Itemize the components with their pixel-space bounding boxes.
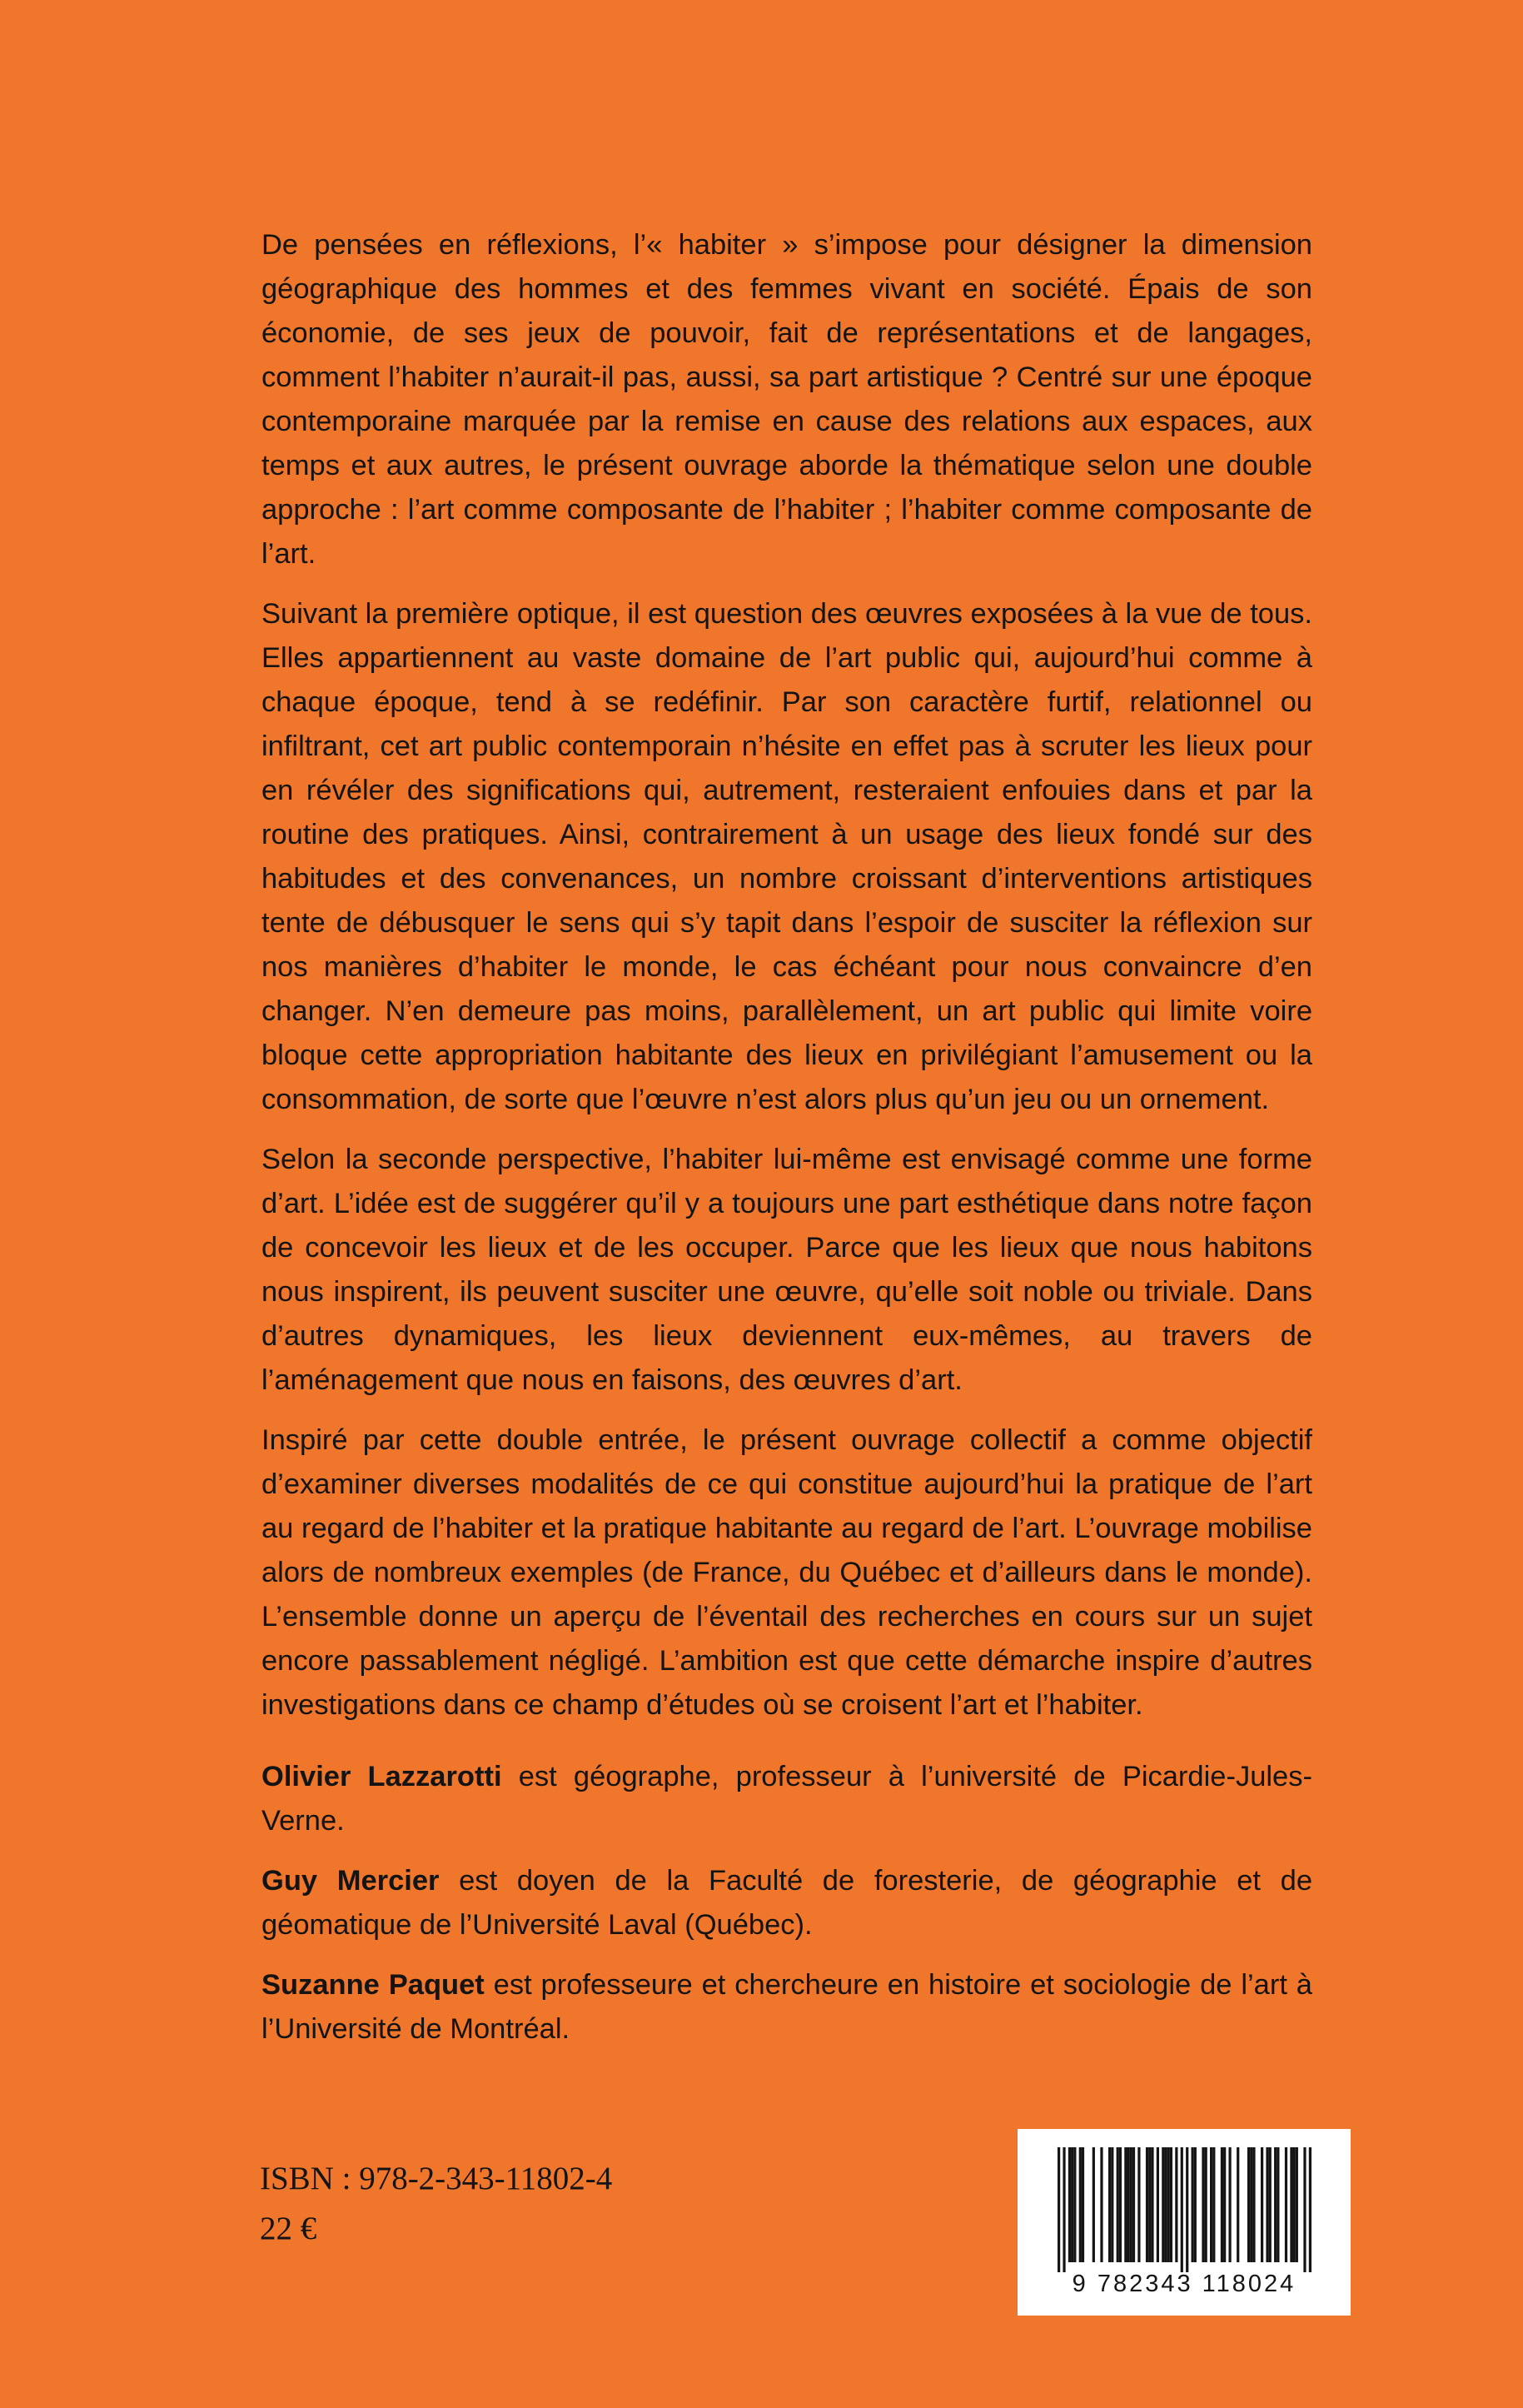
barcode-bar bbox=[1079, 2147, 1082, 2262]
description-paragraph-4: Inspiré par cette double entrée, le présent ouvrage collectif a comme objectif d’examiner diverses modalités de ce qui constitue aujourd’hui la pratique de l’art au regard de l’habiter et la pratique habitante au regard de l’art. L’ouvrage mobilise alors de nombreux exemples (de France, du Québec et d’ailleurs dans le monde). L’ensemble donne un aperçu de l’éventail des recherches en cours sur un sujet encore passablement négligé. L’ambition est que cette démarche inspire d’autres investigations dans ce champ d’études où se croisent l’art et l’habiter. bbox=[261, 1424, 1312, 1721]
barcode-bar bbox=[1237, 2147, 1239, 2262]
author-bio-text-3: est professeure et chercheure en histoire et sociologie de l’art à l’Université de Montréal. bbox=[261, 1969, 1312, 2045]
barcode-bar bbox=[1082, 2147, 1084, 2262]
barcode-bar bbox=[1137, 2147, 1140, 2262]
barcode-bar bbox=[1192, 2147, 1194, 2262]
barcode-bar bbox=[1250, 2147, 1252, 2262]
barcode-bar bbox=[1303, 2147, 1306, 2272]
barcode-bar bbox=[1108, 2147, 1111, 2262]
barcode-bar bbox=[1124, 2147, 1127, 2262]
barcode-bar bbox=[1157, 2147, 1159, 2262]
barcode-bar bbox=[1146, 2147, 1148, 2262]
barcode-bar bbox=[1175, 2147, 1177, 2262]
barcode-bar bbox=[1285, 2147, 1287, 2262]
barcode-bar bbox=[1252, 2147, 1255, 2262]
barcode-bar bbox=[1073, 2147, 1076, 2262]
barcode-bar bbox=[1210, 2147, 1212, 2262]
barcode-bar bbox=[1127, 2147, 1129, 2262]
price: 22 € bbox=[260, 2211, 317, 2246]
author-name-2: Guy Mercier bbox=[261, 1865, 440, 1897]
isbn-price-block bbox=[260, 2154, 612, 2254]
author-bio-3 bbox=[261, 1963, 1312, 2052]
barcode-bar bbox=[1205, 2147, 1207, 2262]
description-paragraph-3: Selon la seconde perspective, l’habiter lui-même est envisagé comme une forme d’art. L’idée est de suggérer qu’il y a toujours une part esthétique dans notre façon de concevoir les lieux et de les occuper. Parce que les lieux que nous habitons nous inspirent, ils peuvent susciter une œuvre, qu’elle soit noble ou triviale. Dans d’autres dynamiques, les lieux deviennent eux-mêmes, au travers de l’aménagement que nous en faisons, des œuvres d’art. bbox=[261, 1144, 1312, 1396]
barcode-bar bbox=[1277, 2147, 1279, 2262]
barcode-bar bbox=[1148, 2147, 1151, 2262]
barcode-bar bbox=[1212, 2147, 1215, 2262]
barcode-bar bbox=[1071, 2147, 1073, 2262]
author-bio-1 bbox=[261, 1755, 1312, 1843]
barcode-bar bbox=[1186, 2147, 1188, 2272]
barcode-bar bbox=[1164, 2147, 1167, 2262]
barcode-bar bbox=[1293, 2147, 1296, 2262]
barcode-bar bbox=[1247, 2147, 1250, 2262]
barcode-bar bbox=[1261, 2147, 1263, 2262]
description-paragraph-1: De pensées en réflexions, l’« habiter » s’impose pour désigner la dimension géographique des hommes et des femmes vivant en société. Épais de son économie, de ses jeux de pouvoir, fait de représentations et de langages, comment l’habiter n’aurait-il pas, aussi, sa part artistique ? Centré sur une époque contemporaine marquée par la remise en cause des relations aux espaces, aux temps et aux autres, le présent ouvrage aborde la thématique selon une double approche : l’art comme composante de l’habiter ; l’habiter comme composante de l’art. bbox=[261, 229, 1312, 570]
barcode-bars bbox=[1058, 2147, 1311, 2272]
barcode-bar bbox=[1130, 2147, 1132, 2262]
barcode-bar bbox=[1221, 2147, 1223, 2262]
barcode-bar bbox=[1162, 2147, 1164, 2262]
barcode-bar bbox=[1170, 2147, 1172, 2262]
barcode-bar bbox=[1092, 2147, 1095, 2262]
barcode-bar bbox=[1068, 2147, 1071, 2262]
barcode-bar bbox=[1266, 2147, 1268, 2262]
back-cover-text bbox=[261, 223, 1312, 2067]
barcode-bar bbox=[1228, 2147, 1231, 2262]
author-name-1: Olivier Lazzarotti bbox=[261, 1761, 502, 1792]
barcode-bar bbox=[1117, 2147, 1119, 2262]
barcode-bar bbox=[1058, 2147, 1060, 2272]
barcode-bar bbox=[1151, 2147, 1153, 2262]
author-bio-text-1: est géographe, professeur à l’université de Picardie-Jules-Verne. bbox=[261, 1761, 1312, 1837]
barcode-bar bbox=[1296, 2147, 1298, 2262]
author-bio-text-2: est doyen de la Faculté de foresterie, de géographie et de géomatique de l’Université Laval (Québec). bbox=[261, 1865, 1313, 1941]
barcode bbox=[1018, 2129, 1351, 2316]
barcode-bar bbox=[1274, 2147, 1277, 2262]
barcode-bar bbox=[1269, 2147, 1272, 2262]
barcode-bar bbox=[1309, 2147, 1311, 2272]
author-name-3: Suzanne Paquet bbox=[261, 1969, 485, 2001]
barcode-bar bbox=[1111, 2147, 1113, 2262]
isbn: ISBN : 978-2-343-11802-4 bbox=[260, 2161, 613, 2196]
barcode-bar bbox=[1167, 2147, 1170, 2262]
barcode-bar bbox=[1290, 2147, 1292, 2262]
barcode-bar bbox=[1223, 2147, 1226, 2262]
barcode-bar bbox=[1132, 2147, 1135, 2262]
barcode-bar bbox=[1181, 2147, 1183, 2272]
description-paragraph-2: Suivant la première optique, il est question des œuvres exposées à la vue de tous. Elles appartiennent au vaste domaine de l’art public qui, aujourd’hui comme à chaque époque, tend à se redéfinir. Par son caractère furtif, relationnel ou infiltrant, cet art public contemporain n’hésite en effet pas à scruter les lieux pour en révéler des significations qui, autrement, resteraient enfouies dans et par la routine des pratiques. Ainsi, contrairement à un usage des lieux fondé sur des habitudes et des convenances, un nombre croissant d’interventions artistiques tente de débusquer le sens qui s’y tapit dans l’espoir de susciter la réflexion sur nos manières d’habiter le monde, le cas échéant pour nous convaincre d’en changer. N’en demeure pas moins, parallèlement, un art public qui limite voire bloque cette appropriation habitante des lieux en privilégiant l’amusement ou la consommation, de sorte que l’œuvre n’est alors plus qu’un jeu ou un ornement. bbox=[261, 598, 1312, 1115]
barcode-bar bbox=[1100, 2147, 1102, 2262]
barcode-bar bbox=[1202, 2147, 1204, 2262]
barcode-number: 9 782343 118024 bbox=[1072, 2271, 1297, 2297]
barcode-bar bbox=[1194, 2147, 1197, 2262]
barcode-bar bbox=[1119, 2147, 1122, 2262]
author-bio-2 bbox=[261, 1859, 1312, 1947]
barcode-bar bbox=[1063, 2147, 1065, 2272]
